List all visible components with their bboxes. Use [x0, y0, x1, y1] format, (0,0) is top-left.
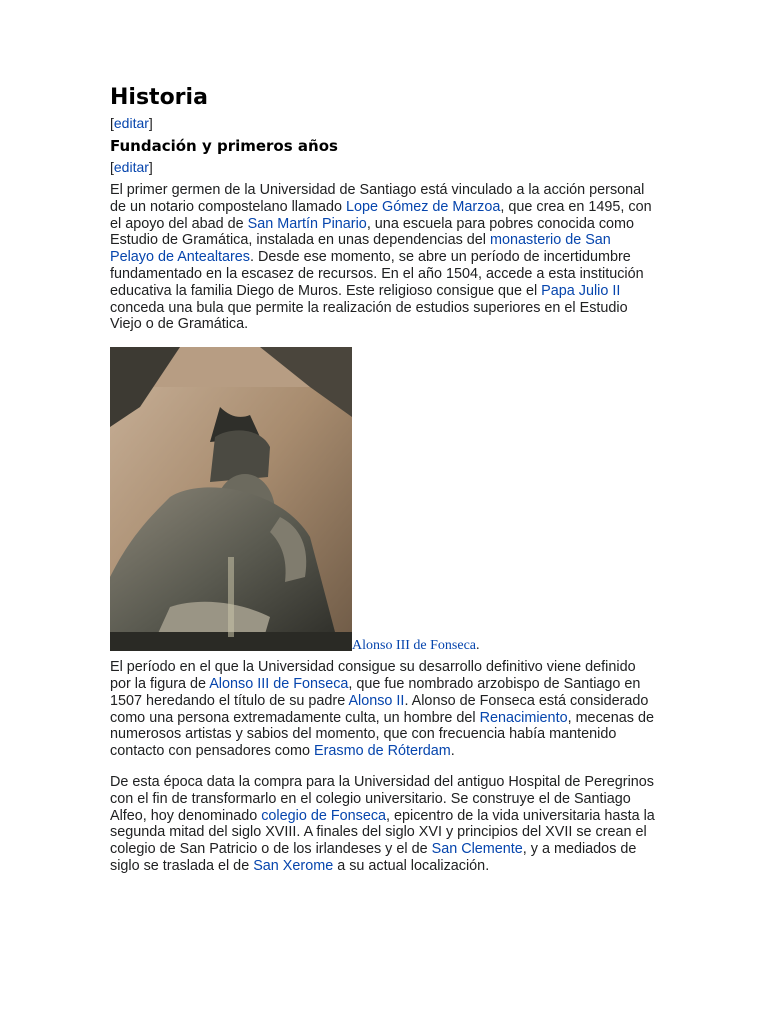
link-san-clemente[interactable]: San Clemente — [431, 841, 523, 858]
caption-link-alonso-iii[interactable]: Alonso III de Fonseca — [352, 638, 477, 654]
section-heading-historia: Historia — [110, 85, 208, 110]
paragraph-2: El período en el que la Universidad consigue su desarrollo definitivo viene definido por la figura de Alonso III de Fonseca, que fue nombrado arzobispo de Santiago en 1507 heredando el título de su padre Alonso II. Alonso de Fonseca está considerado como una persona extremadamente culta, un hombre del Renacimiento, mecenas de numerosos artistas y sabios del momento, que con frecuencia había mantenido contacto con pensadores como Erasmo de Róterdam. — [110, 659, 654, 760]
link-erasmo-de-roterdam[interactable]: Erasmo de Róterdam — [314, 743, 451, 760]
statue-photo[interactable] — [110, 347, 352, 651]
edit-link[interactable]: editar — [113, 159, 149, 175]
article — [110, 84, 658, 875]
link-monasterio-san-pelayo[interactable]: monasterio de San Pelayo de Antealtares — [110, 232, 611, 266]
figure-fonseca — [110, 347, 658, 654]
paragraph-3: De esta época data la compra para la Universidad del antiguo Hospital de Peregrinos con el fin de transformarlo en el colegio universitario. Se construye el de Santiago Alfeo, hoy denominado colegio de Fonseca, epicentro de la vida universitaria hasta la segunda mitad del siglo XVIII. A finales del siglo XVI y principios del XVII se crean el colegio de San Patricio o de los irlandeses y el de San Clemente, y a mediados de siglo se traslada el de San Xerome a su actual localización. — [110, 773, 655, 874]
link-alonso-ii[interactable]: Alonso II — [348, 692, 405, 709]
link-lope-gomez-de-marzoa[interactable]: Lope Gómez de Marzoa — [346, 198, 501, 215]
link-renacimiento[interactable]: Renacimiento — [479, 709, 568, 726]
figure-caption: Alonso III de Fonseca. — [352, 638, 480, 654]
edit-link[interactable]: editar — [113, 115, 149, 131]
link-san-martin-pinario[interactable]: San Martín Pinario — [247, 215, 367, 232]
edit-section-fundacion: [editar] — [110, 159, 153, 175]
edit-section-historia: [editar] — [110, 115, 153, 131]
subsection-heading: Fundación y primeros años — [110, 137, 338, 155]
link-san-xerome[interactable]: San Xerome — [253, 857, 334, 874]
paragraph-1: El primer germen de la Universidad de Santiago está vinculado a la acción personal de un notario compostelano llamado Lope Gómez de Marzoa, que crea en 1495, con el apoyo del abad de San Martín Pinario, una escuela para pobres conocida como Estudio de Gramática, instalada en unas dependencias del monasterio de San Pelayo de Antealtares. Desde ese momento, se abre un período de incertidumbre fundamentado en la escasez de recursos. En el año 1504, accede a esta institución educativa la familia Diego de Muros. Este religioso consigue que el Papa Julio II conceda una bula que permite la realización de estudios superiores en el Estudio Viejo o de Gramática. — [110, 182, 652, 333]
link-colegio-de-fonseca[interactable]: colegio de Fonseca — [261, 807, 387, 824]
link-papa-julio-ii[interactable]: Papa Julio II — [541, 282, 621, 299]
link-alonso-iii-de-fonseca[interactable]: Alonso III de Fonseca — [209, 675, 349, 692]
